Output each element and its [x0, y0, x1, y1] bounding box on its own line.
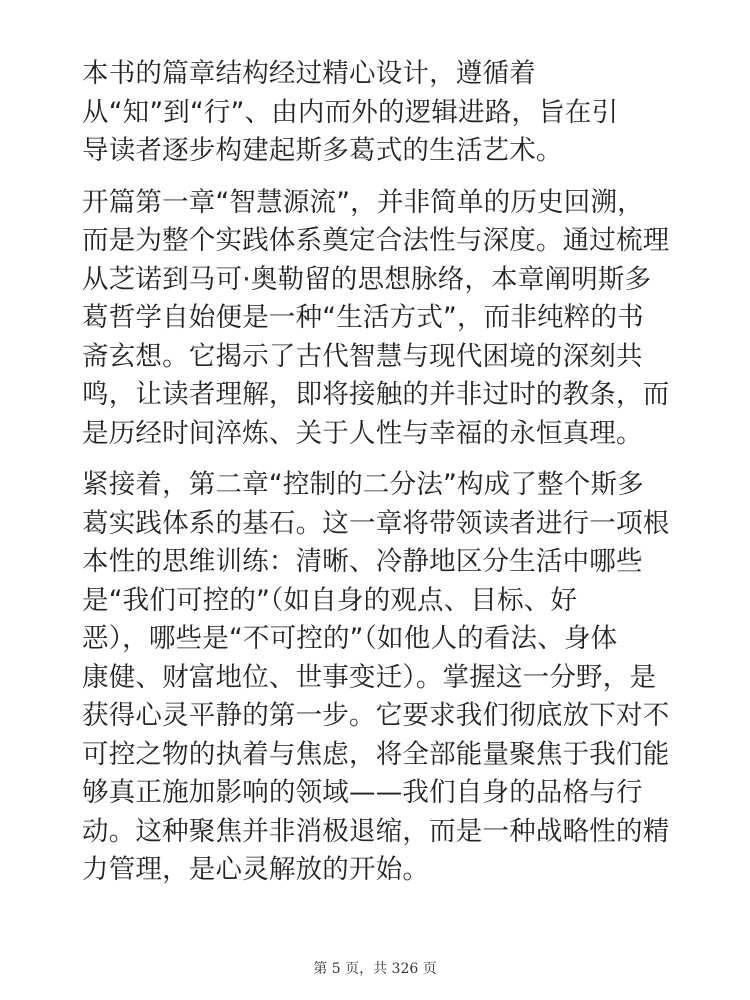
text-line: 斋玄想。它揭示了古代智慧与现代困境的深刻共 [82, 340, 643, 372]
text-line: 是“我们可控的”（如自身的观点、目标、好 [82, 584, 578, 616]
text-line: 可控之物的执着与焦虑，将全部能量聚焦于我们能 [82, 738, 670, 770]
text-line: 葛哲学自始便是一种“生活方式”，而非纯粹的书 [82, 302, 644, 333]
text-line: 本书的篇章结构经过精心设计，遵循着 [82, 58, 536, 89]
text-line: 导读者逐步构建起斯多葛式的生活艺术。 [82, 135, 563, 166]
text-line: 葛实践体系的基石。这一章将带领读者进行一项根 [82, 507, 670, 539]
text-line: 恶），哪些是“不可控的”（如他人的看法、身体 [82, 623, 618, 654]
paragraph-structure-intro [82, 55, 682, 171]
text-line: 本性的思维训练：清晰、冷静地区分生活中哪些 [82, 546, 643, 577]
text-line: 从“知”到“行”、由内而外的逻辑进路，旨在引 [82, 96, 619, 128]
page-number-footer: 第 5 页，共 326 页 [313, 961, 437, 977]
text-line: 紧接着，第二章“控制的二分法”构成了整个斯多 [82, 469, 644, 500]
text-line: 从芝诺到马可·奥勒留的思想脉络，本章阐明斯多 [82, 263, 652, 295]
body-text [82, 55, 682, 903]
text-line: 获得心灵平静的第一步。它要求我们彻底放下对不 [82, 700, 670, 731]
text-line: 开篇第一章“智慧源流”，并非简单的历史回溯， [82, 186, 644, 218]
text-line: 动。这种聚焦并非消极退缩，而是一种战略性的精 [82, 815, 670, 847]
paragraph-chapter-two [82, 466, 682, 890]
text-line: 康健、财富地位、世事变迁）。掌握这一分野，是 [82, 661, 657, 693]
paragraph-chapter-one [82, 184, 682, 454]
text-line: 而是为整个实践体系奠定合法性与深度。通过梳理 [82, 225, 670, 256]
text-line: 够真正施加影响的领域——我们自身的品格与行 [82, 777, 643, 808]
text-line: 是历经时间淬炼、关于人性与幸福的永恒真理。 [82, 417, 643, 449]
text-line: 力管理，是心灵解放的开始。 [82, 854, 430, 885]
text-line: 鸣，让读者理解，即将接触的并非过时的教条，而 [82, 379, 670, 410]
